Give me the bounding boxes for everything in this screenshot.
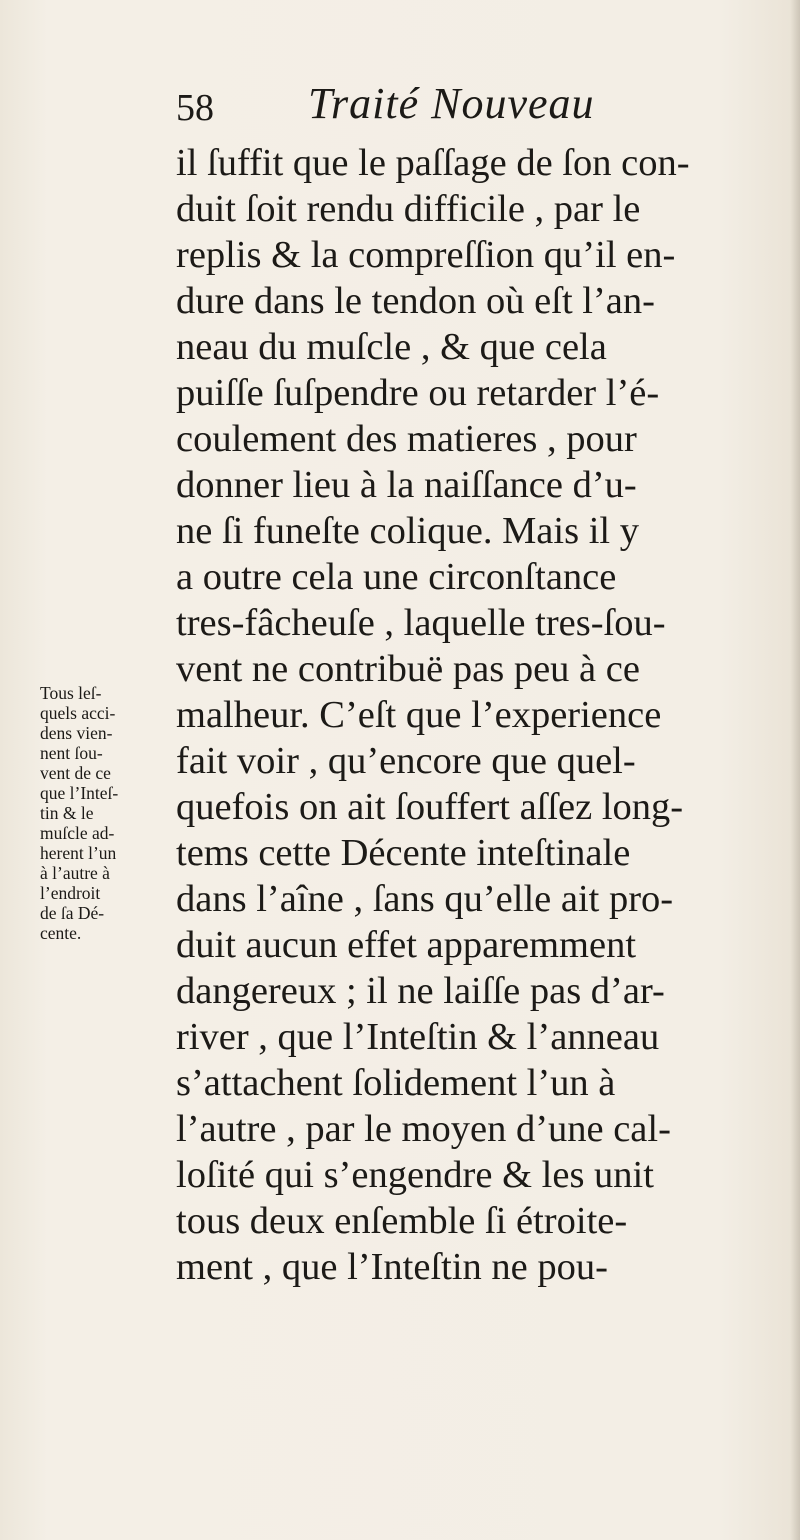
text-line: duit ſoit rendu difficile , par le [176, 188, 641, 230]
note-line: Tous leſ- [40, 683, 102, 703]
text-line: dangereux ; il ne laiſſe pas d’ar- [176, 970, 665, 1012]
text-line: donner lieu à la naiſſance d’u- [176, 464, 637, 506]
text-line: ment , que l’Inteſtin ne pou- [176, 1246, 608, 1288]
text-line: river , que l’Inteſtin & l’anneau [176, 1016, 660, 1058]
text-line: tres-fâcheuſe , laquelle tres-ſou- [176, 602, 666, 644]
marginal-note [40, 683, 180, 943]
page-number: 58 [176, 87, 214, 129]
text-line: neau du muſcle , & que cela [176, 326, 607, 368]
text-line: il ſuffit que le paſſage de ſon con- [176, 142, 690, 184]
note-line: vent de ce [40, 763, 111, 783]
text-line: dure dans le tendon où eſt l’an- [176, 280, 655, 322]
text-line: l’autre , par le moyen d’une cal- [176, 1108, 671, 1150]
text-line: coulement des matieres , pour [176, 418, 637, 460]
text-line: duit aucun effet apparemment [176, 924, 637, 966]
text-line: fait voir , qu’encore que quel- [176, 740, 636, 782]
note-line: l’endroit [40, 883, 101, 903]
text-line: malheur. C’eſt que l’experience [176, 694, 662, 736]
text-line: ne ſi funeſte colique. Mais il y [176, 510, 639, 552]
note-line: à l’autre à [40, 863, 110, 883]
text-line: puiſſe ſuſpendre ou retarder l’é- [176, 372, 660, 414]
text-line: replis & la compreſſion qu’il en- [176, 234, 676, 276]
text-line: loſité qui s’engendre & les unit [176, 1154, 654, 1196]
note-line: que l’Inteſ- [40, 783, 119, 803]
text-line: s’attachent ſolidement l’un à [176, 1062, 616, 1104]
page-header [176, 78, 776, 138]
note-line: dens vien- [40, 723, 113, 743]
note-line: tin & le [40, 803, 94, 823]
note-line: quels acci- [40, 703, 116, 723]
text-line: tous deux enſemble ſi étroite- [176, 1200, 628, 1242]
note-line: herent l’un [40, 843, 117, 863]
note-line: muſcle ad- [40, 823, 115, 843]
note-line: nent ſou- [40, 743, 103, 763]
text-line: tems cette Décente inteſtinale [176, 832, 631, 874]
note-line: cente. [40, 923, 82, 943]
text-line: dans l’aîne , ſans qu’elle ait pro- [176, 878, 674, 920]
text-line: quefois on ait ſouffert aſſez long- [176, 786, 684, 828]
text-line: vent ne contribuë pas peu à ce [176, 648, 640, 690]
note-line: de ſa Dé- [40, 903, 105, 923]
main-text-block [176, 140, 796, 1290]
running-title: Traité Nouveau [308, 79, 595, 128]
text-line: a outre cela une circonſtance [176, 556, 617, 598]
